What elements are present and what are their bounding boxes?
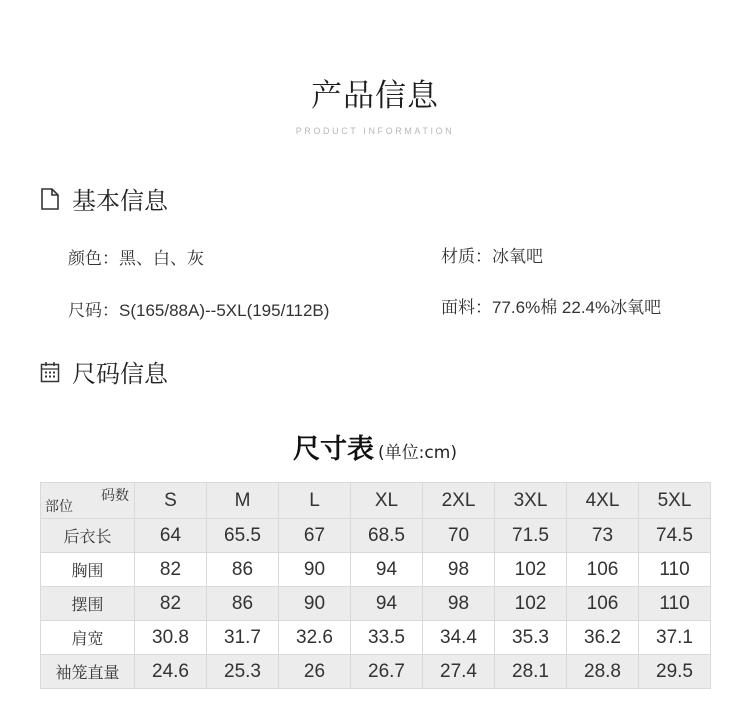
table-cell: 37.1 xyxy=(639,621,711,655)
row-label: 摆围 xyxy=(41,587,135,621)
table-cell: 36.2 xyxy=(567,621,639,655)
table-cell: 110 xyxy=(639,587,711,621)
basic-info-heading xyxy=(40,181,168,216)
basic-info-title: 基本信息 xyxy=(72,187,168,215)
row-label: 胸围 xyxy=(41,553,135,587)
size-header-4xl: 4XL xyxy=(567,483,639,519)
corner-size-label: 码数 xyxy=(101,488,129,504)
fabric-value: 77.6%棉 22.4%冰氧吧 xyxy=(492,298,662,317)
table-cell: 98 xyxy=(423,587,495,621)
table-cell: 30.8 xyxy=(135,621,207,655)
row-label: 袖笼直量 xyxy=(41,655,135,689)
table-cell: 26.7 xyxy=(351,655,423,689)
size-table-heading: 尺寸表 xyxy=(293,434,375,465)
table-cell: 106 xyxy=(567,553,639,587)
table-cell: 24.6 xyxy=(135,655,207,689)
size-header-5xl: 5XL xyxy=(639,483,711,519)
material-info xyxy=(441,242,543,267)
table-cell: 31.7 xyxy=(207,621,279,655)
table-cell: 110 xyxy=(639,553,711,587)
table-cell: 98 xyxy=(423,553,495,587)
table-row xyxy=(41,621,711,655)
table-cell: 35.3 xyxy=(495,621,567,655)
table-cell: 29.5 xyxy=(639,655,711,689)
table-cell: 68.5 xyxy=(351,519,423,553)
table-cell: 94 xyxy=(351,587,423,621)
color-info xyxy=(68,244,204,269)
material-value: 冰氧吧 xyxy=(492,247,543,267)
document-icon xyxy=(40,187,62,211)
table-cell: 25.3 xyxy=(207,655,279,689)
size-header-3xl: 3XL xyxy=(495,483,567,519)
material-label: 材质： xyxy=(441,247,492,267)
table-cell: 82 xyxy=(135,553,207,587)
size-header-l: L xyxy=(279,483,351,519)
size-header-xl: XL xyxy=(351,483,423,519)
table-cell: 67 xyxy=(279,519,351,553)
page-subtitle: PRODUCT INFORMATION xyxy=(295,126,455,136)
table-cell: 90 xyxy=(279,587,351,621)
color-label: 颜色： xyxy=(68,249,119,269)
table-row xyxy=(41,587,711,621)
table-cell: 102 xyxy=(495,587,567,621)
table-cell: 106 xyxy=(567,587,639,621)
corner-part-label: 部位 xyxy=(45,499,73,515)
table-cell: 73 xyxy=(567,519,639,553)
table-cell: 28.8 xyxy=(567,655,639,689)
table-cell: 82 xyxy=(135,587,207,621)
table-cell: 65.5 xyxy=(207,519,279,553)
table-cell: 71.5 xyxy=(495,519,567,553)
table-cell: 74.5 xyxy=(639,519,711,553)
table-cell: 64 xyxy=(135,519,207,553)
table-row xyxy=(41,519,711,553)
table-row xyxy=(41,553,711,587)
size-table xyxy=(40,482,711,689)
table-cell: 86 xyxy=(207,587,279,621)
row-label: 肩宽 xyxy=(41,621,135,655)
fabric-info xyxy=(441,293,661,318)
size-range-label: 尺码： xyxy=(68,301,119,321)
table-cell: 27.4 xyxy=(423,655,495,689)
fabric-label: 面料： xyxy=(441,298,492,318)
table-cell: 28.1 xyxy=(495,655,567,689)
size-header-m: M xyxy=(207,483,279,519)
row-label: 后衣长 xyxy=(41,519,135,553)
size-header-row xyxy=(41,483,711,519)
size-header-2xl: 2XL xyxy=(423,483,495,519)
table-cell: 32.6 xyxy=(279,621,351,655)
size-table-unit: (单位:cm) xyxy=(378,443,457,463)
table-cell: 34.4 xyxy=(423,621,495,655)
table-cell: 70 xyxy=(423,519,495,553)
size-info-heading xyxy=(40,354,168,389)
size-range-info xyxy=(68,296,329,321)
size-table-title xyxy=(0,427,750,466)
table-cell: 86 xyxy=(207,553,279,587)
size-info-title: 尺码信息 xyxy=(72,360,168,388)
calendar-icon xyxy=(40,360,62,384)
table-cell: 26 xyxy=(279,655,351,689)
table-cell: 94 xyxy=(351,553,423,587)
table-cell: 102 xyxy=(495,553,567,587)
size-range-value: S(165/88A)--5XL(195/112B) xyxy=(119,301,330,320)
table-row xyxy=(41,655,711,689)
table-cell: 33.5 xyxy=(351,621,423,655)
table-cell: 90 xyxy=(279,553,351,587)
color-value: 黑、白、灰 xyxy=(119,249,204,269)
page-title: 产品信息 xyxy=(311,78,439,114)
size-header-s: S xyxy=(135,483,207,519)
table-corner-cell xyxy=(41,483,135,519)
